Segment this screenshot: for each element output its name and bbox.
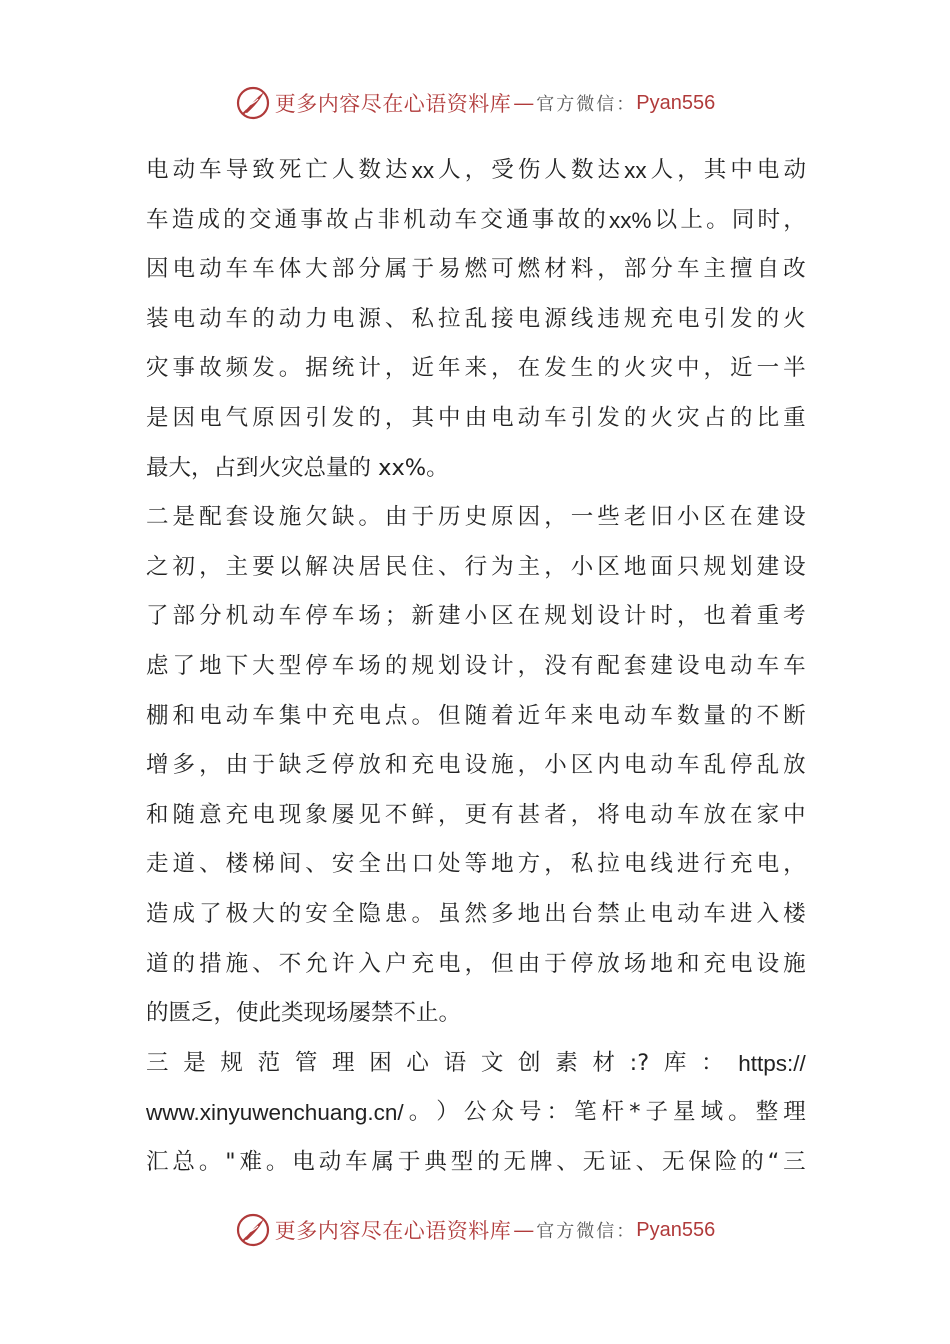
body-text-line: 三 是 规 范 管 理 困 心 语 文 创 素 材 :? 库 ： https:// <box>146 1049 806 1076</box>
body-text-line: 造 成 了 极 大 的 安 全 隐 患 。 虽 然 多 地 出 台 禁 止 电 动 车 进 入 楼 <box>146 900 806 927</box>
body-text-line: 走 道 、 楼 梯 间 、 安 全 出 口 处 等 地 方 ， 私 拉 电 线 进 行 充 电 ， <box>146 851 806 878</box>
body-text-line: 车 造 成 的 交 通 事 故 占 非 机 动 车 交 通 事 故 的 xx% 以 上 。 同 时 ， <box>146 206 806 233</box>
body-text-line: 的匮乏，使此类现场屡禁不止。 <box>146 1000 462 1027</box>
body-text-line: www.xinyuwenchuang.cn/ 。 ） 公 众 号 ： 笔 杆 * 子 星 域 。 整 理 <box>146 1099 806 1126</box>
body-text-line: 之 初 ， 主 要 以 解 决 居 民 住 、 行 为 主 ， 小 区 地 面 只 规 划 建 设 <box>146 553 806 580</box>
banner-official-label: 官方微信： <box>536 94 637 115</box>
banner-wechat-id: Pyan556 <box>636 91 716 114</box>
body-text-line: 增 多 ， 由 于 缺 乏 停 放 和 充 电 设 施 ， 小 区 内 电 动 车 乱 停 乱 放 <box>146 752 806 779</box>
body-text-line: 最大，占到火灾总量的 xx%。 <box>146 454 449 481</box>
body-text-line: 因 电 动 车 车 体 大 部 分 属 于 易 燃 可 燃 材 料 ， 部 分 车 主 擅 自 改 <box>146 256 806 283</box>
body-text-line: 汇 总 。 " 难 。 电 动 车 属 于 典 型 的 无 牌 、 无 证 、 无 保 险 的 “ 三 <box>146 1148 806 1175</box>
footer-banner <box>0 1210 950 1250</box>
body-text-line: 灾 事 故 频 发 。 据 统 计 ， 近 年 来 ， 在 发 生 的 火 灾 中 ， 近 一 半 <box>146 355 806 382</box>
body-text-line: 是 因 电 气 原 因 引 发 的 ， 其 中 由 电 动 车 引 发 的 火 灾 占 的 比 重 <box>146 404 806 431</box>
banner-official-label: 官方微信： <box>536 1221 637 1242</box>
body-text-line: 了 部 分 机 动 车 停 车 场 ； 新 建 小 区 在 规 划 设 计 时 ， 也 着 重 考 <box>146 603 806 630</box>
banner-wechat-id: Pyan556 <box>636 1218 716 1241</box>
quill-pen-logo-icon <box>235 1212 271 1248</box>
body-text-line: 电 动 车 导 致 死 亡 人 数 达 xx 人 ， 受 伤 人 数 达 xx 人 ， 其 中 电 动 <box>146 157 806 183</box>
banner-title: 更多内容尽在心语资料库 <box>274 92 512 116</box>
body-text-line: 和 随 意 充 电 现 象 屡 见 不 鲜 ， 更 有 甚 者 ， 将 电 动 车 放 在 家 中 <box>146 801 806 828</box>
header-banner <box>0 83 950 123</box>
body-text-line: 装 电 动 车 的 动 力 电 源 、 私 拉 乱 接 电 源 线 违 规 充 电 引 发 的 火 <box>146 305 806 332</box>
body-text-line: 道 的 措 施 、 不 允 许 入 户 充 电 ， 但 由 于 停 放 场 地 和 充 电 设 施 <box>146 950 806 977</box>
banner-title: 更多内容尽在心语资料库 <box>274 1219 512 1243</box>
banner-separator: — <box>513 91 535 115</box>
quill-pen-logo-icon <box>235 85 271 121</box>
body-text-line: 二 是 配 套 设 施 欠 缺 。 由 于 历 史 原 因 ， 一 些 老 旧 小 区 在 建 设 <box>146 504 806 531</box>
banner-separator: — <box>513 1218 535 1242</box>
body-text-line: 虑 了 地 下 大 型 停 车 场 的 规 划 设 计 ， 没 有 配 套 建 设 电 动 车 车 <box>146 652 806 679</box>
document-body <box>146 146 806 1187</box>
body-text-line: 棚 和 电 动 车 集 中 充 电 点 。 但 随 着 近 年 来 电 动 车 数 量 的 不 断 <box>146 702 806 729</box>
